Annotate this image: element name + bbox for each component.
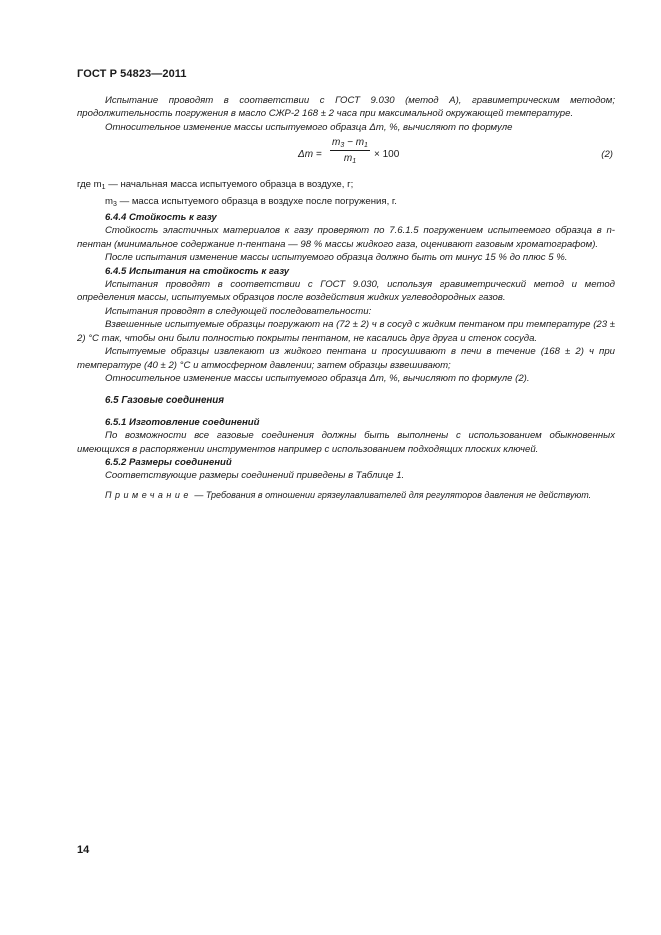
paragraph: Испытания проводят в соответствии с ГОСТ 9.030, используя гравиметрический метод и метод определения массы, испытуемых образцов после воздействия жидких углеводородных газов. [77,279,615,304]
section-heading-645: 6.4.5 Испытания на стойкость к газу [105,265,290,277]
paragraph: Взвешенные испытуемые образцы погружают на (72 ± 2) ч в сосуд с жидким пентаном при температуре (23 ± 2) °С так, чтобы они были полностью покрыты пентаном, не касались друг друга и стенок сосуда. [77,319,615,344]
formula-denominator [330,152,370,168]
note-text: — Требования в отношении грязеулавливателей для регуляторов давления не действуют. [191,489,592,500]
paragraph: Испытуемые образцы извлекают из жидкого пентана и просушивают в печи в течение (168 ± 2) ч при температуре (40 ± 2) °С и атмосферном давлении; затем образцы взвешивают; [77,346,615,371]
formula-block [77,136,615,172]
where-sub: 1 [101,184,106,192]
where-text: — начальная масса испытуемого образца в воздухе, г; [105,179,354,191]
paragraph: После испытания изменение массы испытуемого образца должно быть от минус 15 % до плюс 5 %. [105,252,568,264]
num-a: m [332,137,341,149]
fraction-bar [330,150,370,151]
paragraph: Относительное изменение массы испытуемого образца Δm, %, вычисляют по формуле [105,121,513,133]
section-heading-652: 6.5.2 Размеры соединений [105,456,232,468]
paragraph: Стойкость эластичных материалов к газу проверяют по 7.6.1.5 погружением испытеемого образца в n-пентан (минимальное содержание n-пентана — 98 % массы жидкого газа, оценивают газовым хроматографом). [77,225,615,250]
equation-number: (2) [601,149,613,161]
page-number: 14 [77,844,90,856]
num-b-sub: 1 [364,142,368,150]
section-heading-65: 6.5 Газовые соединения [105,395,225,407]
note [77,489,615,501]
num-op: − [344,137,356,149]
where-sub: 3 [113,200,117,208]
where-line [77,178,615,194]
formula-numerator [330,136,370,149]
formula-fraction [330,136,370,168]
num-b: m [355,137,365,149]
note-label: Примечание [105,489,192,500]
section-heading-651: 6.5.1 Изготовление соединений [105,416,260,428]
paragraph: Испытание проводят в соответствии с ГОСТ 9.030 (метод А), гравиметрическим методом; продолжительность погружения в масло СЖР-2 168 ± 2 часа при максимальной окружающей температуре. [77,95,615,120]
paragraph: Относительное изменение массы испытуемого образца Δm, %, вычисляют по формуле (2). [105,372,530,384]
section-heading-644: 6.4.4 Стойкость к газу [105,212,217,224]
formula-rhs: × 100 [374,149,400,161]
paragraph: По возможности все газовые соединения должны быть выполнены с использованием обыкновенных имеющихся в распоряжении инструментов например с использованием подходящих плоских ключей. [77,430,615,455]
where-line [77,195,615,211]
where-prefix: где m [77,179,102,191]
den: m [343,153,353,165]
document-body [77,94,615,501]
document-header: ГОСТ Р 54823—2011 [77,68,187,80]
where-text: — масса испытуемого образца в воздухе после погружения, г. [116,195,397,207]
formula-lhs: Δm = [298,149,322,161]
where-prefix: m [105,195,113,207]
den-sub: 1 [352,158,357,166]
paragraph: Соответствующие размеры соединений приведены в Таблице 1. [105,470,405,482]
num-a-sub: 3 [340,142,345,150]
paragraph: Испытания проводят в следующей последовательности: [105,305,372,317]
